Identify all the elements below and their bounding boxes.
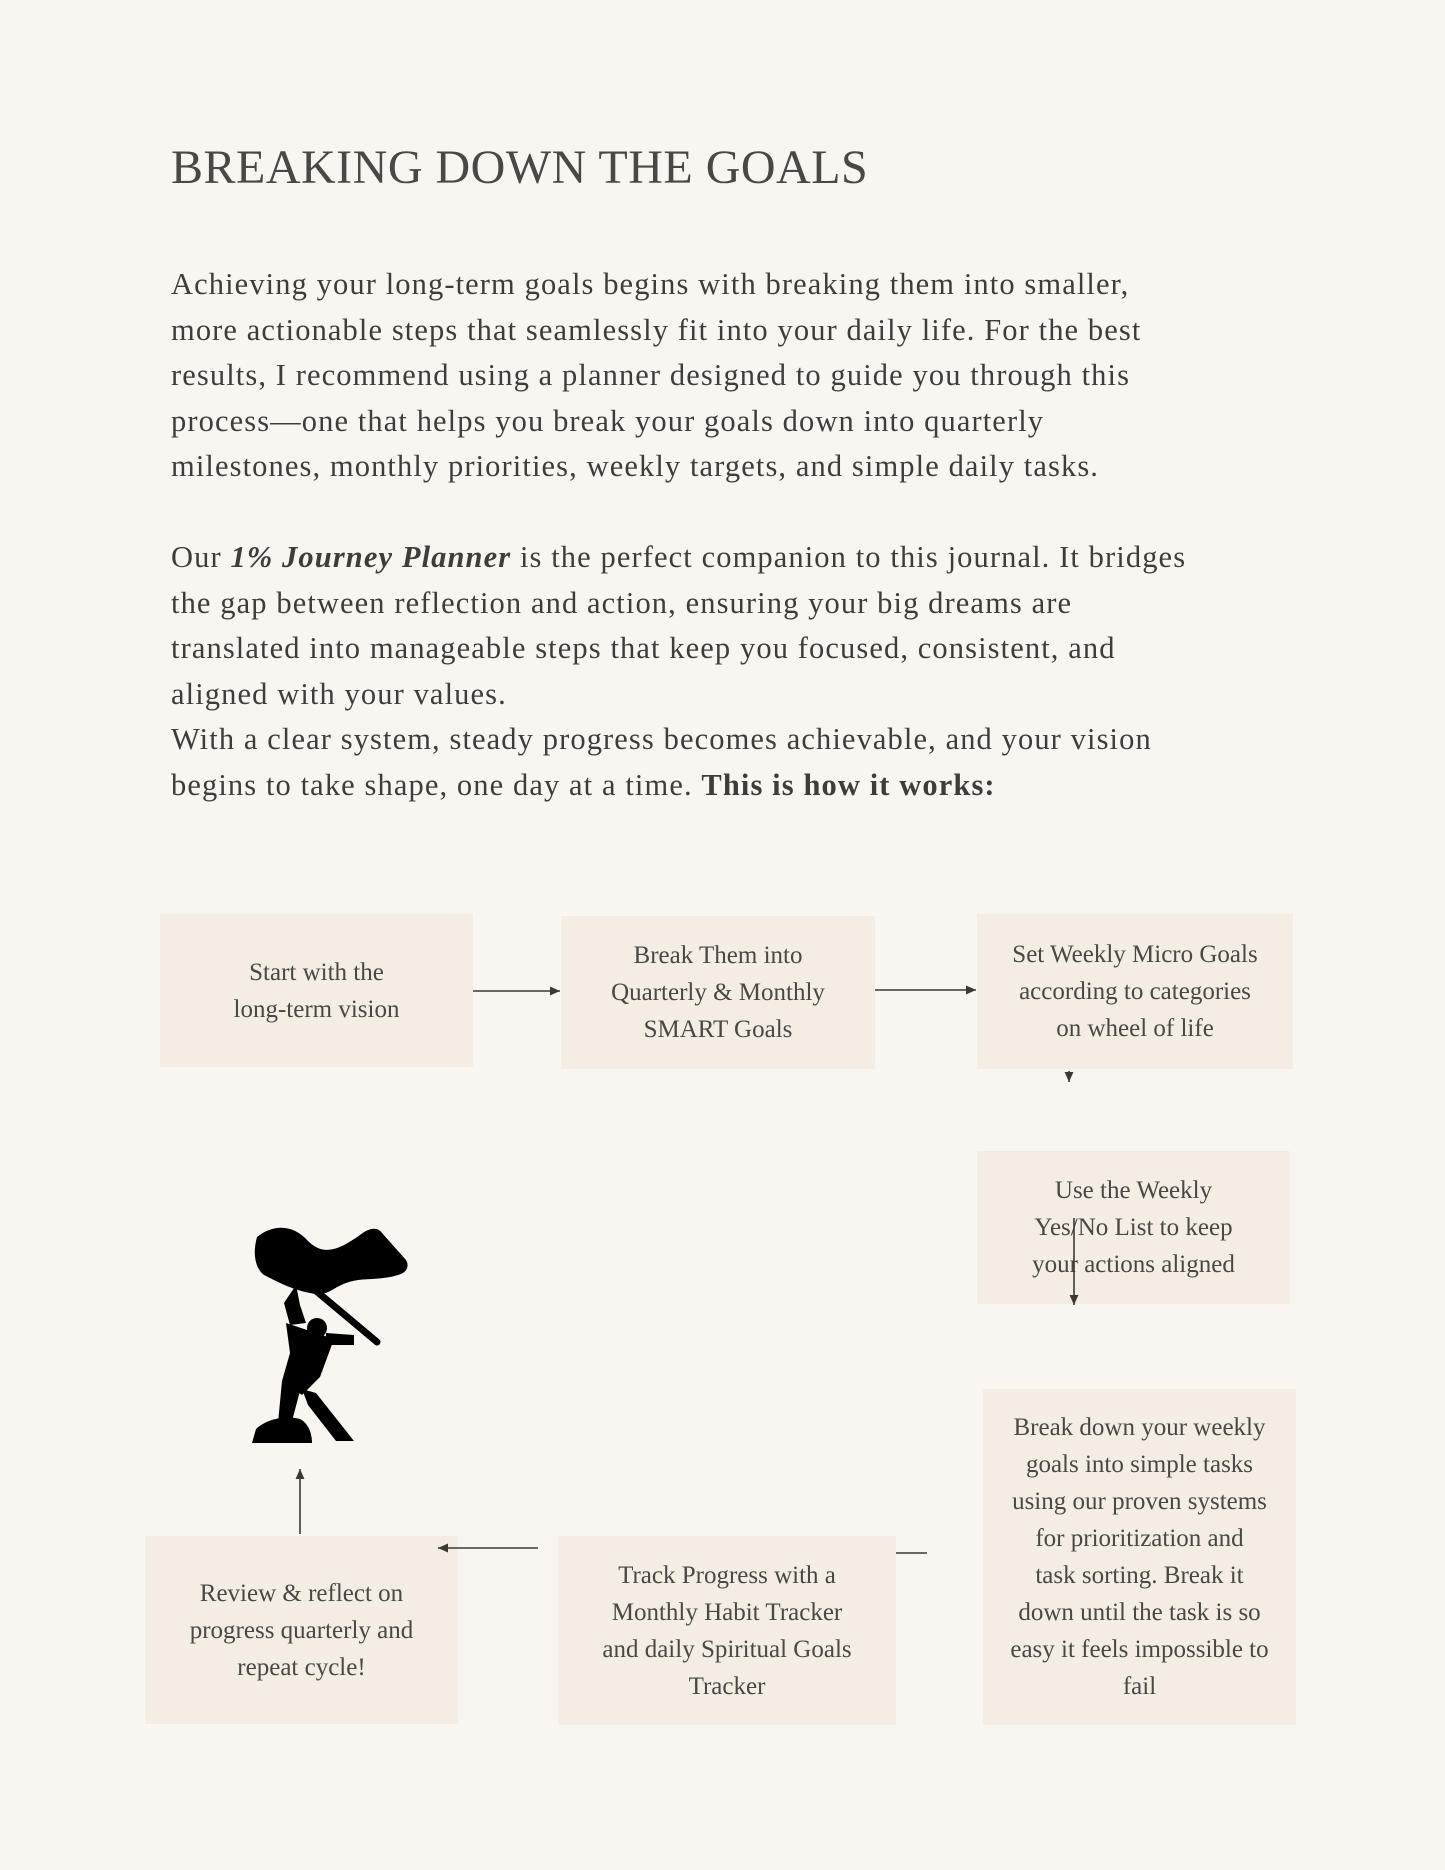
step-text-line: Set Weekly Micro Goals bbox=[1012, 941, 1258, 968]
text-line: milestones, monthly priorities, weekly targets, and simple daily tasks. bbox=[171, 449, 1100, 483]
step-text-line: and daily Spiritual Goals bbox=[602, 1635, 852, 1663]
how-it-works-label: This is how it works: bbox=[701, 767, 996, 802]
step-box-weekly-micro-goals bbox=[977, 914, 1293, 1069]
step-text-line: Yes/No List to keep bbox=[1034, 1214, 1233, 1241]
step-text-line: down until the task is so bbox=[1018, 1599, 1261, 1626]
step-text-line: your actions aligned bbox=[1032, 1251, 1235, 1278]
step-text-line: goals into simple tasks bbox=[1025, 1451, 1254, 1478]
text-fragment: Our bbox=[171, 540, 231, 574]
step-text-line: Quarterly & Monthly bbox=[611, 979, 825, 1006]
step-box-track-progress bbox=[558, 1536, 896, 1725]
intro-text bbox=[171, 262, 1291, 808]
text-line: results, I recommend using a planner designed to guide you through this bbox=[171, 358, 1131, 392]
step-text-line: progress quarterly and bbox=[189, 1616, 414, 1644]
text-fragment: begins to take shape, one day at a time. bbox=[171, 767, 702, 802]
step-text-line: fail bbox=[1122, 1673, 1157, 1700]
text-fragment: is the perfect companion to this journal. It bridges bbox=[511, 540, 1187, 574]
step-text-line: for prioritization and bbox=[1035, 1525, 1244, 1552]
step-text-line: long-term vision bbox=[233, 995, 400, 1023]
step-box-review-reflect bbox=[145, 1536, 458, 1724]
step-box-smart-goals bbox=[561, 916, 875, 1069]
intro-paragraph-3 bbox=[171, 717, 1291, 808]
step-text-line: Review & reflect on bbox=[199, 1579, 404, 1607]
page-title: BREAKING DOWN THE GOALS bbox=[171, 141, 869, 194]
step-text-line: repeat cycle! bbox=[237, 1653, 366, 1681]
step-box-yes-no-list bbox=[977, 1151, 1290, 1304]
text-line: aligned with your values. bbox=[171, 676, 507, 711]
step-box-vision bbox=[160, 914, 473, 1067]
text-line: Achieving your long-term goals begins with breaking them into smaller, bbox=[171, 267, 1130, 301]
step-text-line: Start with the bbox=[249, 958, 384, 986]
step-text-line: Monthly Habit Tracker bbox=[611, 1598, 843, 1626]
step-text-line: task sorting. Break it bbox=[1035, 1562, 1244, 1589]
flag-bearer-icon bbox=[250, 1225, 440, 1445]
text-line: process—one that helps you break your goals down into quarterly bbox=[171, 403, 1045, 438]
planner-name: 1% Journey Planner bbox=[230, 540, 512, 574]
step-text-line: Tracker bbox=[688, 1672, 766, 1700]
text-line: the gap between reflection and action, ensuring your big dreams are bbox=[171, 585, 1073, 620]
text-line: translated into manageable steps that keep you focused, consistent, and bbox=[171, 631, 1116, 665]
step-text-line: Break down your weekly bbox=[1013, 1414, 1266, 1441]
text-line: more actionable steps that seamlessly fit into your daily life. For the best bbox=[171, 312, 1142, 347]
step-text-line: SMART Goals bbox=[643, 1016, 793, 1043]
step-text-line: Track Progress with a bbox=[618, 1561, 836, 1589]
intro-paragraph-1 bbox=[171, 262, 1291, 490]
intro-paragraph-2 bbox=[171, 535, 1291, 717]
step-text-line: Break Them into bbox=[633, 942, 803, 969]
step-text-line: Use the Weekly bbox=[1054, 1177, 1213, 1204]
step-text-line: easy it feels impossible to bbox=[1010, 1636, 1269, 1663]
step-box-simple-tasks bbox=[983, 1389, 1296, 1725]
text-line: With a clear system, steady progress becomes achievable, and your vision bbox=[171, 722, 1152, 756]
step-text-line: on wheel of life bbox=[1056, 1015, 1214, 1042]
step-text-line: using our proven systems bbox=[1012, 1488, 1267, 1515]
step-text-line: according to categories bbox=[1019, 978, 1251, 1005]
